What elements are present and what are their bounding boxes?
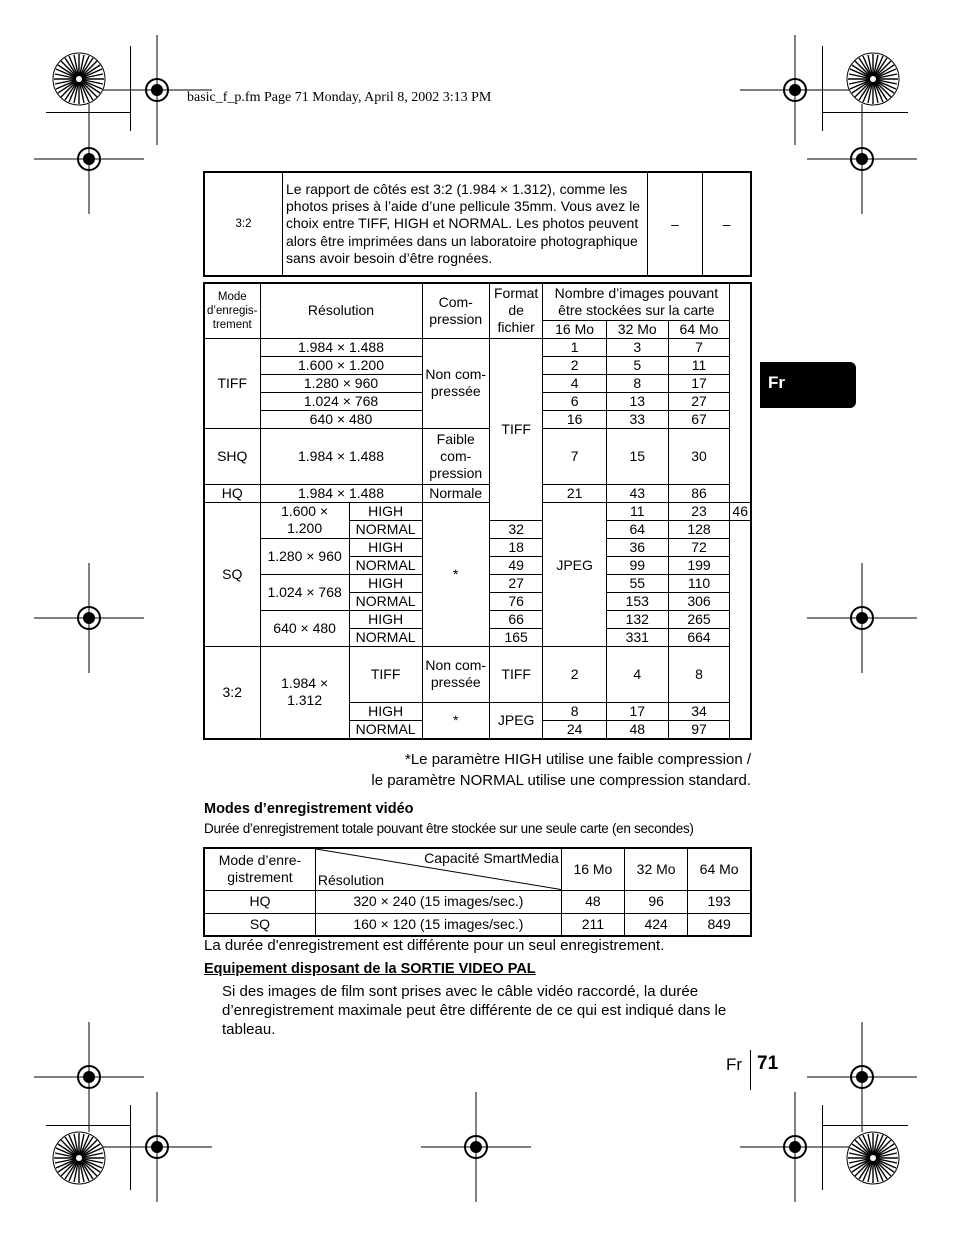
description-cell: Le rapport de côtés est 3:2 (1.984 × 1.312), comme les photos prises à l’aide d’une pellicule 35mm. Vous avez le choix entre TIFF, HIGH et NORMAL. Les photos peuvent alors être imprimées dans un laboratoire photographique sans avoir besoin d’être rognées. <box>283 172 648 276</box>
value-cell: 36 <box>606 538 668 556</box>
value-cell: 27 <box>668 392 730 410</box>
value-cell: 11 <box>668 356 730 374</box>
value-cell: 49 <box>489 556 542 574</box>
quality-cell: HIGH <box>349 502 422 520</box>
value-cell: 15 <box>606 428 668 484</box>
value-cell: 165 <box>489 628 542 646</box>
value-cell: 72 <box>668 538 730 556</box>
value-cell: 4 <box>543 374 607 392</box>
resolution-cell: 1.984 × 1.488 <box>260 428 422 484</box>
page-number: 71 <box>757 1053 779 1074</box>
quality-cell: HIGH <box>349 702 422 720</box>
video-mode-cell: SQ <box>204 913 315 936</box>
value-cell: 21 <box>543 484 607 502</box>
value-cell: 153 <box>606 592 668 610</box>
aspect-ratio-table <box>203 171 752 277</box>
value-cell: 17 <box>668 374 730 392</box>
mode-tiff: TIFF <box>204 338 260 428</box>
value-cell: 76 <box>489 592 542 610</box>
footer-lang: Fr <box>726 1055 743 1074</box>
value-cell: 331 <box>606 628 668 646</box>
quality-cell: NORMAL <box>349 720 422 739</box>
pal-section-title: Equipement disposant de la SORTIE VIDEO PAL <box>204 961 536 977</box>
value-cell: 193 <box>688 890 751 913</box>
value-cell: 8 <box>606 374 668 392</box>
value-cell: 99 <box>606 556 668 574</box>
quality-cell: HIGH <box>349 610 422 628</box>
mode-3-2: 3:2 <box>204 646 260 739</box>
file-info-header: basic_f_p.fm Page 71 Monday, April 8, 2002 3:13 PM <box>187 90 492 105</box>
value-cell: 43 <box>606 484 668 502</box>
value-cell: 849 <box>688 913 751 936</box>
header-count: Nombre d’images pouvant être stockées sur la carte <box>543 283 730 320</box>
mode-hq: HQ <box>204 484 260 502</box>
compression-cell: * <box>422 702 489 739</box>
value-cell: 7 <box>668 338 730 356</box>
value-cell: 67 <box>668 410 730 428</box>
value-cell: 30 <box>668 428 730 484</box>
header-16mo: 16 Mo <box>561 848 624 890</box>
compression-cell: Non com-pressée <box>422 338 489 428</box>
resolution-label: Résolution <box>317 871 385 888</box>
mode-shq: SHQ <box>204 428 260 484</box>
value-cell: 13 <box>606 392 668 410</box>
video-section-title: Modes d’enregistrement vidéo <box>204 801 414 817</box>
value-cell: 3 <box>606 338 668 356</box>
value-cell: 55 <box>606 574 668 592</box>
compression-cell: * <box>422 502 489 646</box>
value-cell: 48 <box>606 720 668 739</box>
value-cell: 211 <box>561 913 624 936</box>
resolution-cell: 1.024 × 768 <box>260 574 349 610</box>
value-cell: 23 <box>668 502 730 520</box>
quality-cell: TIFF <box>349 646 422 702</box>
header-32mo: 32 Mo <box>625 848 688 890</box>
value-cell: 4 <box>606 646 668 702</box>
video-resolution-cell: 160 × 120 (15 images/sec.) <box>315 913 561 936</box>
header-mode: Mode d’enregis-trement <box>204 283 260 338</box>
capacity-label: Capacité SmartMedia <box>424 850 559 866</box>
header-64mo: 64 Mo <box>668 320 730 338</box>
footnote-line: le paramètre NORMAL utilise une compression standard. <box>371 772 751 789</box>
resolution-cell: 1.024 × 768 <box>260 392 422 410</box>
value-cell: 199 <box>668 556 730 574</box>
resolution-cell: 640 × 480 <box>260 610 349 646</box>
header-32mo: 32 Mo <box>606 320 668 338</box>
header-format: Format de fichier <box>489 283 542 338</box>
value-cell: 46 <box>730 502 751 520</box>
value-cell: 6 <box>543 392 607 410</box>
value-cell: 64 <box>606 520 668 538</box>
value-cell: 33 <box>606 410 668 428</box>
dash-cell: – <box>703 172 752 276</box>
compression-cell: Non com-pressée <box>422 646 489 702</box>
storage-capacity-table <box>203 282 752 740</box>
resolution-cell: 1.984 × 1.488 <box>260 484 422 502</box>
pal-text: Si des images de film sont prises avec le câble vidéo raccordé, la durée d’enregistrement maximale peut être différente de ce qui est indiqué dans le tableau. <box>222 983 727 1038</box>
format-cell: TIFF <box>489 646 542 702</box>
value-cell: 86 <box>668 484 730 502</box>
header-resolution: Résolution <box>260 283 422 338</box>
value-cell: 34 <box>668 702 730 720</box>
format-cell: JPEG <box>489 702 542 739</box>
quality-cell: NORMAL <box>349 556 422 574</box>
video-section-subtitle: Durée d’enregistrement totale pouvant être stockée sur une seule carte (en secondes) <box>204 821 694 836</box>
resolution-cell: 1.984 × 1.312 <box>260 646 349 739</box>
footnote <box>371 749 751 791</box>
language-tab <box>760 362 856 408</box>
quality-cell: NORMAL <box>349 520 422 538</box>
header-16mo: 16 Mo <box>543 320 607 338</box>
value-cell: 66 <box>489 610 542 628</box>
header-compression: Com-pression <box>422 283 489 338</box>
mode-sq: SQ <box>204 502 260 646</box>
value-cell: 128 <box>668 520 730 538</box>
format-cell: TIFF <box>489 338 542 520</box>
format-cell: JPEG <box>543 502 607 646</box>
video-note: La durée d'enregistrement est différente pour un seul enregistrement. <box>204 937 665 954</box>
value-cell: 16 <box>543 410 607 428</box>
value-cell: 27 <box>489 574 542 592</box>
value-cell: 306 <box>668 592 730 610</box>
value-cell: 18 <box>489 538 542 556</box>
value-cell: 5 <box>606 356 668 374</box>
value-cell: 664 <box>668 628 730 646</box>
language-tab-label: Fr <box>768 373 785 392</box>
resolution-cell: 1.600 × 1.200 <box>260 356 422 374</box>
value-cell: 2 <box>543 356 607 374</box>
mode-cell: 3:2 <box>204 172 283 276</box>
footer-divider <box>750 1050 751 1090</box>
value-cell: 424 <box>625 913 688 936</box>
footnote-line: *Le paramètre HIGH utilise une faible compression / <box>405 751 751 768</box>
value-cell: 265 <box>668 610 730 628</box>
value-cell: 8 <box>543 702 607 720</box>
video-mode-cell: HQ <box>204 890 315 913</box>
resolution-cell: 640 × 480 <box>260 410 422 428</box>
value-cell: 11 <box>606 502 668 520</box>
value-cell: 1 <box>543 338 607 356</box>
dash-cell: – <box>648 172 703 276</box>
quality-cell: NORMAL <box>349 628 422 646</box>
value-cell: 132 <box>606 610 668 628</box>
quality-cell: NORMAL <box>349 592 422 610</box>
header-64mo: 64 Mo <box>688 848 751 890</box>
video-table <box>203 847 752 937</box>
value-cell: 24 <box>543 720 607 739</box>
video-header-diagonal <box>315 848 561 890</box>
value-cell: 97 <box>668 720 730 739</box>
compression-cell: Normale <box>422 484 489 502</box>
value-cell: 7 <box>543 428 607 484</box>
value-cell: 17 <box>606 702 668 720</box>
value-cell: 2 <box>543 646 607 702</box>
resolution-cell: 1.280 × 960 <box>260 374 422 392</box>
value-cell: 110 <box>668 574 730 592</box>
quality-cell: HIGH <box>349 574 422 592</box>
quality-cell: HIGH <box>349 538 422 556</box>
resolution-cell: 1.600 × 1.200 <box>260 502 349 538</box>
value-cell: 96 <box>625 890 688 913</box>
resolution-cell: 1.280 × 960 <box>260 538 349 574</box>
resolution-cell: 1.984 × 1.488 <box>260 338 422 356</box>
video-header-mode: Mode d’enre-gistrement <box>204 848 315 890</box>
video-resolution-cell: 320 × 240 (15 images/sec.) <box>315 890 561 913</box>
value-cell: 32 <box>489 520 542 538</box>
value-cell: 48 <box>561 890 624 913</box>
compression-cell: Faible com-pression <box>422 428 489 484</box>
value-cell: 8 <box>668 646 730 702</box>
